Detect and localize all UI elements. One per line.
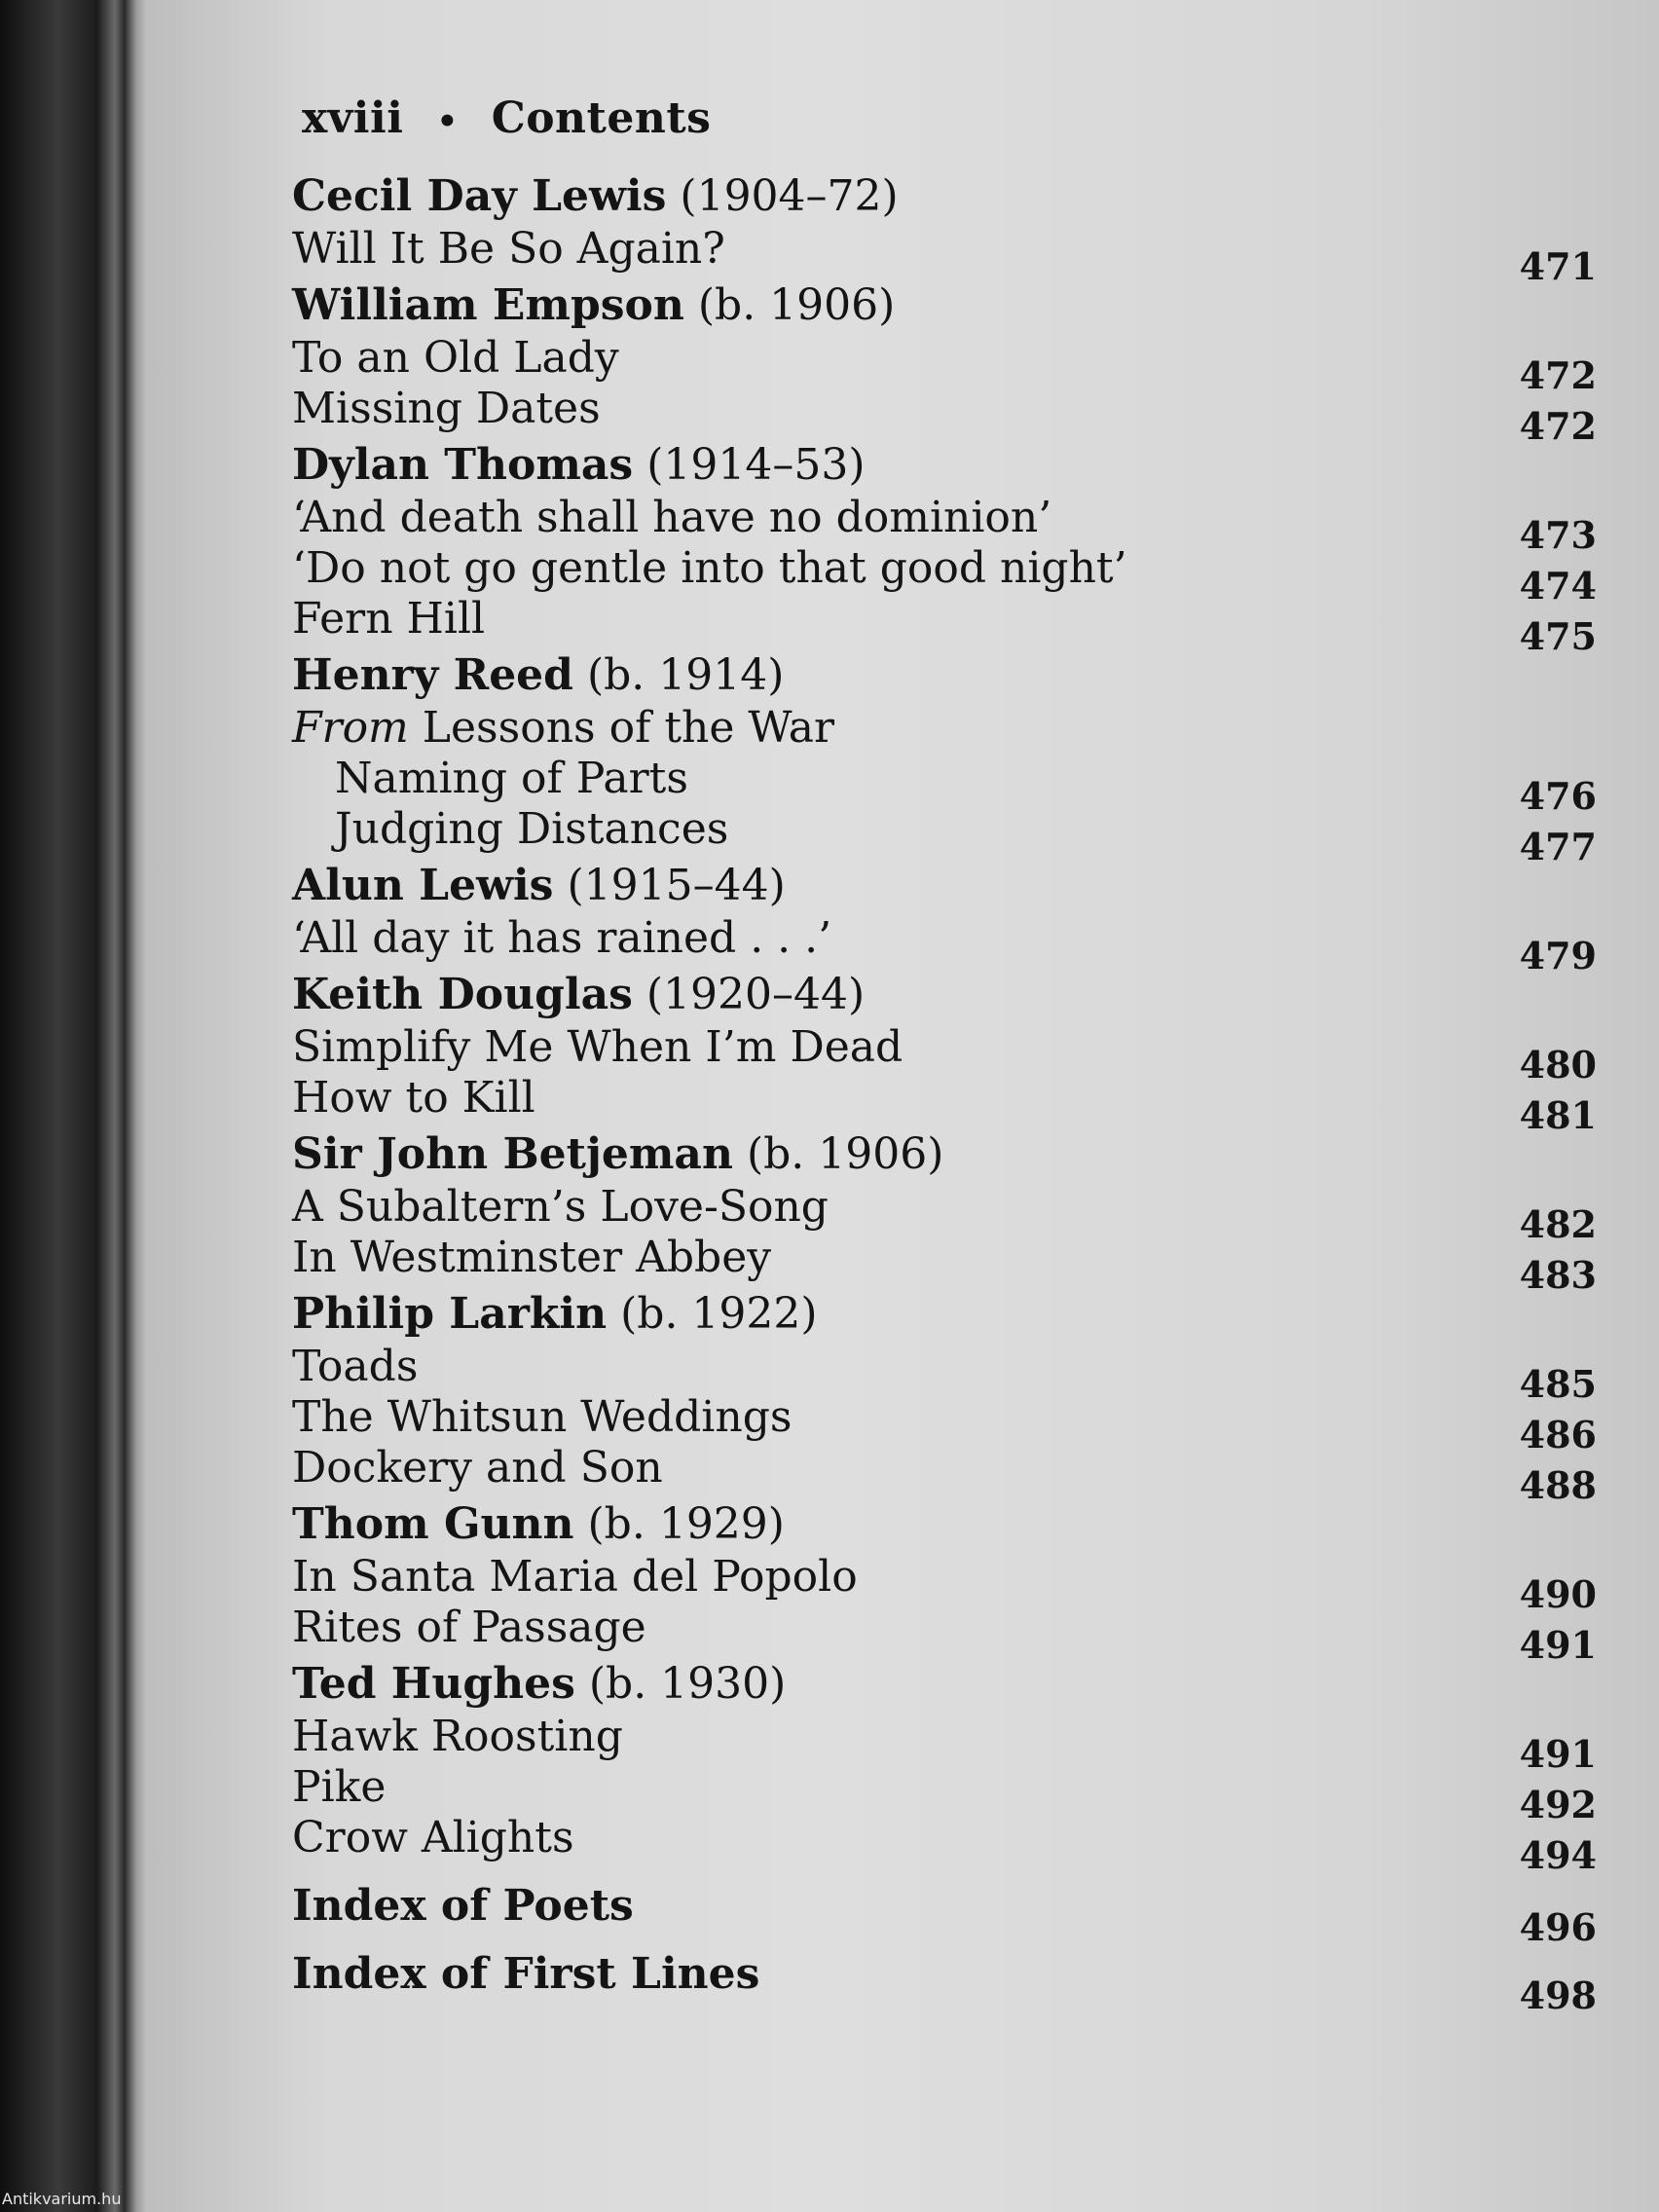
entry-title-text: ‘Do not go gentle into that good night’ xyxy=(292,543,1127,593)
entry-title xyxy=(292,1182,829,1233)
entry-title-text: Lessons of the War xyxy=(422,703,835,753)
entry-title xyxy=(292,1813,574,1863)
entry-page-number: 491 xyxy=(1519,1623,1597,1667)
entry-title-text: Crow Alights xyxy=(292,1813,574,1862)
entry-page-number: 475 xyxy=(1519,614,1597,658)
poet-name: Dylan Thomas xyxy=(292,440,634,490)
poet-heading xyxy=(292,968,1597,1022)
entry-title-text: Simplify Me When I’m Dead xyxy=(292,1022,903,1072)
entry-page-number: 491 xyxy=(1519,1732,1597,1776)
poet-dates: (1920–44) xyxy=(645,970,866,1019)
entry-page-number: 494 xyxy=(1519,1833,1597,1877)
poet-heading xyxy=(292,1657,1597,1712)
toc-section xyxy=(292,648,1597,868)
entry-title xyxy=(292,1022,903,1073)
poet-heading xyxy=(292,648,1597,703)
entry-title xyxy=(292,384,601,434)
toc-entry[interactable] xyxy=(292,594,1597,658)
entry-title xyxy=(292,1073,535,1124)
entry-title-text: ‘All day it has rained . . .’ xyxy=(292,913,832,963)
toc-section xyxy=(292,1127,1597,1297)
toc-entry[interactable] xyxy=(292,1342,1597,1406)
entry-page-number: 482 xyxy=(1519,1202,1597,1246)
toc-entry[interactable] xyxy=(292,754,1597,818)
entry-page-number: 474 xyxy=(1519,564,1597,608)
entry-title xyxy=(292,703,834,754)
poet-heading xyxy=(292,1127,1597,1182)
entry-page-number: 472 xyxy=(1519,404,1597,448)
poet-dates: (1904–72) xyxy=(680,171,899,221)
entry-title-text: To an Old Lady xyxy=(292,333,619,383)
entry-title xyxy=(292,1712,623,1762)
entry-title xyxy=(292,543,1127,594)
poet-dates: (1914–53) xyxy=(646,440,866,490)
toc-entry[interactable] xyxy=(292,1552,1597,1616)
entry-page-number: 492 xyxy=(1519,1783,1597,1826)
toc-section xyxy=(292,438,1597,658)
watermark: Antikvarium.hu xyxy=(2,2190,122,2208)
poet-dates: (b. 1929) xyxy=(587,1499,785,1549)
toc-section xyxy=(292,1497,1597,1667)
index-title: Index of Poets xyxy=(292,1881,634,1931)
poet-heading xyxy=(292,859,1597,913)
entry-page-number: 473 xyxy=(1519,513,1597,557)
entry-title xyxy=(292,804,728,855)
poet-dates: (1915–44) xyxy=(567,861,786,910)
index-entry[interactable] xyxy=(292,1867,1597,1949)
toc-section xyxy=(292,278,1597,448)
entry-title-text: Dockery and Son xyxy=(292,1443,663,1493)
poet-name: Cecil Day Lewis xyxy=(292,171,667,221)
entry-title xyxy=(292,913,831,964)
entry-page-number: 488 xyxy=(1519,1463,1597,1507)
entry-title-text: The Whitsun Weddings xyxy=(292,1392,793,1442)
entry-title xyxy=(292,224,725,275)
separator-dot: • xyxy=(436,102,459,141)
entry-title-text: A Subaltern’s Love-Song xyxy=(292,1182,829,1232)
entry-title xyxy=(292,1392,792,1443)
toc-entry[interactable] xyxy=(292,1712,1597,1776)
poet-heading xyxy=(292,1287,1597,1342)
entry-title xyxy=(292,493,1051,543)
entry-title xyxy=(292,1552,858,1603)
entry-title-text: Judging Distances xyxy=(335,804,729,854)
entry-title xyxy=(292,1342,418,1392)
poet-heading xyxy=(292,438,1597,493)
poet-heading xyxy=(292,169,1597,224)
entry-title-text: Naming of Parts xyxy=(335,754,688,803)
entry-title xyxy=(292,1603,646,1653)
index-page-number: 498 xyxy=(1519,1973,1597,2017)
entry-page-number: 471 xyxy=(1519,244,1597,288)
toc-entry[interactable] xyxy=(292,543,1597,608)
entry-page-number: 477 xyxy=(1519,825,1597,868)
toc-entry[interactable] xyxy=(292,1813,1597,1877)
entry-page-number: 483 xyxy=(1519,1253,1597,1297)
entry-page-number: 480 xyxy=(1519,1043,1597,1087)
entry-page-number: 472 xyxy=(1519,353,1597,397)
toc-entry[interactable] xyxy=(292,1022,1597,1087)
entry-page-number: 485 xyxy=(1519,1362,1597,1406)
running-head xyxy=(302,93,711,143)
poet-name: Henry Reed xyxy=(292,650,573,700)
index-page-number: 496 xyxy=(1519,1905,1597,1949)
toc-entry[interactable] xyxy=(292,224,1597,288)
poet-dates: (b. 1930) xyxy=(588,1659,787,1709)
toc-section xyxy=(292,1287,1597,1507)
toc-entry[interactable] xyxy=(292,804,1597,868)
entry-title-text: In Westminster Abbey xyxy=(292,1233,772,1282)
toc-entry[interactable] xyxy=(292,384,1597,448)
poet-heading xyxy=(292,278,1597,333)
toc-entry[interactable] xyxy=(292,1603,1597,1667)
toc-entry[interactable] xyxy=(292,703,1597,754)
toc-entry[interactable] xyxy=(292,1762,1597,1826)
poet-dates: (b. 1906) xyxy=(697,280,896,330)
toc-entry[interactable] xyxy=(292,1392,1597,1456)
entry-title xyxy=(292,1443,663,1493)
toc-entry[interactable] xyxy=(292,1443,1597,1507)
toc-entry[interactable] xyxy=(292,333,1597,397)
entry-title xyxy=(292,594,485,645)
index-entry[interactable] xyxy=(292,1936,1597,2017)
entry-title-text: Will It Be So Again? xyxy=(292,224,725,274)
entry-page-number: 481 xyxy=(1519,1093,1597,1137)
entry-prefix: From xyxy=(292,703,409,753)
poet-name: Alun Lewis xyxy=(292,861,554,910)
toc-section xyxy=(292,968,1597,1137)
poet-heading xyxy=(292,1497,1597,1552)
toc-entry[interactable] xyxy=(292,1182,1597,1246)
page-number-roman: xviii xyxy=(302,93,404,143)
entry-title xyxy=(292,333,619,384)
entry-page-number: 476 xyxy=(1519,774,1597,818)
entry-title xyxy=(292,754,688,804)
poet-name: Ted Hughes xyxy=(292,1659,575,1709)
poet-name: Keith Douglas xyxy=(292,970,633,1019)
entry-title-text: Fern Hill xyxy=(292,594,486,644)
toc-entry[interactable] xyxy=(292,1073,1597,1137)
entry-title xyxy=(292,1233,771,1283)
index-title: Index of First Lines xyxy=(292,1949,760,1999)
entry-title-text: Toads xyxy=(292,1342,419,1391)
entry-title xyxy=(292,1762,386,1813)
toc-entry[interactable] xyxy=(292,913,1597,977)
poet-dates: (b. 1914) xyxy=(586,650,785,700)
entry-title-text: In Santa Maria del Popolo xyxy=(292,1552,858,1602)
entry-title-text: ‘And death shall have no dominion’ xyxy=(292,493,1052,542)
entry-title-text: Missing Dates xyxy=(292,384,601,433)
running-head-title: Contents xyxy=(491,93,712,143)
entry-page-number: 479 xyxy=(1519,934,1597,977)
poet-name: William Empson xyxy=(292,280,684,330)
entry-page-number: 486 xyxy=(1519,1413,1597,1456)
entry-title-text: How to Kill xyxy=(292,1073,535,1123)
entry-title-text: Hawk Roosting xyxy=(292,1712,623,1761)
poet-name: Thom Gunn xyxy=(292,1499,574,1549)
toc-section xyxy=(292,1657,1597,1877)
poet-dates: (b. 1906) xyxy=(746,1129,944,1179)
toc-entry[interactable] xyxy=(292,493,1597,557)
toc-section xyxy=(292,859,1597,977)
entry-page-number: 490 xyxy=(1519,1572,1597,1616)
toc-section xyxy=(292,169,1597,288)
entry-title-text: Rites of Passage xyxy=(292,1603,646,1652)
poet-name: Sir John Betjeman xyxy=(292,1129,733,1179)
toc-entry[interactable] xyxy=(292,1233,1597,1297)
book-gutter xyxy=(0,0,146,2212)
entry-title-text: Pike xyxy=(292,1762,387,1812)
poet-dates: (b. 1922) xyxy=(620,1289,818,1339)
poet-name: Philip Larkin xyxy=(292,1289,608,1339)
table-of-contents xyxy=(292,169,1597,2017)
